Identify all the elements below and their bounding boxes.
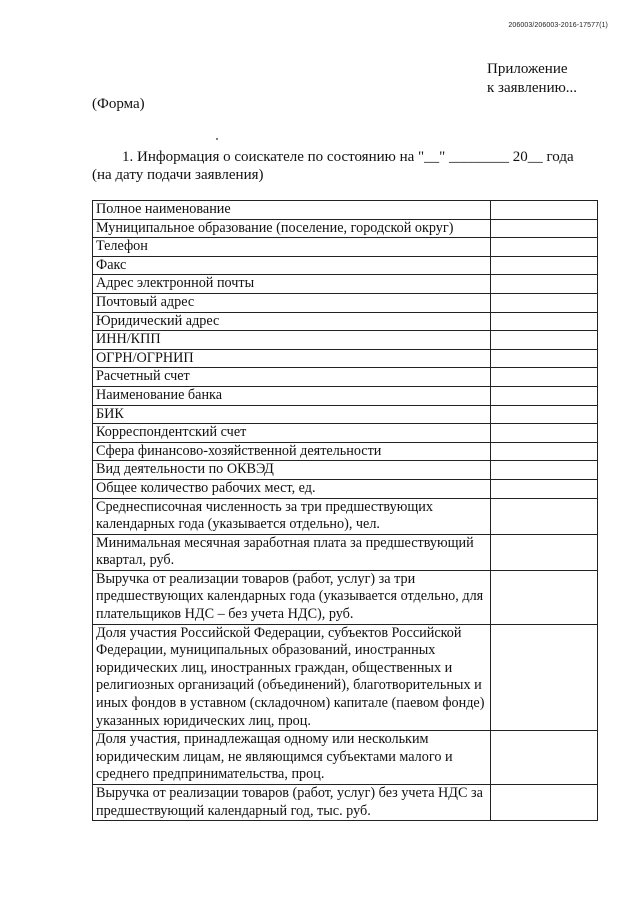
- row-label: Выручка от реализации товаров (работ, услуг) за три предшествующих календарных года (указывается отдельно, для плательщиков НДС – без учета НДС), руб.: [93, 570, 491, 624]
- row-value-field[interactable]: [490, 331, 597, 350]
- table-row: [93, 293, 598, 312]
- table-row: [93, 570, 598, 624]
- table-row: [93, 405, 598, 424]
- row-value-field[interactable]: [490, 731, 597, 785]
- row-label: БИК: [93, 405, 491, 424]
- row-label: Факс: [93, 256, 491, 275]
- row-value-field[interactable]: [490, 349, 597, 368]
- table-row: [93, 331, 598, 350]
- row-value-field[interactable]: [490, 570, 597, 624]
- row-value-field[interactable]: [490, 479, 597, 498]
- table-row: [93, 424, 598, 443]
- document-id: 206003/206003-2016-17577(1): [508, 22, 608, 29]
- row-value-field[interactable]: [490, 293, 597, 312]
- table-row: [93, 498, 598, 534]
- row-label: Сфера финансово-хозяйственной деятельности: [93, 442, 491, 461]
- row-value-field[interactable]: [490, 424, 597, 443]
- table-row: [93, 238, 598, 257]
- row-value-field[interactable]: [490, 785, 597, 821]
- row-label: Доля участия, принадлежащая одному или нескольким юридическим лицам, не являющимся субъектами малого и среднего предпринимательства, проц.: [93, 731, 491, 785]
- table-row: [93, 219, 598, 238]
- row-label: Телефон: [93, 238, 491, 257]
- table-row: [93, 256, 598, 275]
- table-row: [93, 275, 598, 294]
- scan-dot: [216, 138, 218, 140]
- table-body: [93, 201, 598, 821]
- table-row: [93, 461, 598, 480]
- section-heading: 1. Информация о соискателе по состоянию на "__" ________ 20__ года: [122, 149, 574, 165]
- row-value-field[interactable]: [490, 386, 597, 405]
- table-row: [93, 479, 598, 498]
- row-label: Полное наименование: [93, 201, 491, 220]
- table-row: [93, 312, 598, 331]
- table-row: [93, 349, 598, 368]
- row-label: Корреспондентский счет: [93, 424, 491, 443]
- row-value-field[interactable]: [490, 256, 597, 275]
- row-value-field[interactable]: [490, 442, 597, 461]
- section-intro: [92, 148, 592, 184]
- table-row: [93, 624, 598, 731]
- row-label: Юридический адрес: [93, 312, 491, 331]
- applicant-info-table: [92, 200, 598, 821]
- row-label: Доля участия Российской Федерации, субъектов Российской Федерации, муниципальных образований, иностранных юридических лиц, иностранных граждан, общественных и религиозных организаций (объединений), благотворительных и иных фондов в уставном (складочном) капитале (паевом фонде) указанных юридических лиц, проц.: [93, 624, 491, 731]
- row-value-field[interactable]: [490, 219, 597, 238]
- appendix-line-1: Приложение: [487, 61, 568, 77]
- row-label: Расчетный счет: [93, 368, 491, 387]
- row-value-field[interactable]: [490, 534, 597, 570]
- row-label: Почтовый адрес: [93, 293, 491, 312]
- row-value-field[interactable]: [490, 312, 597, 331]
- row-label: Общее количество рабочих мест, ед.: [93, 479, 491, 498]
- row-label: Наименование банка: [93, 386, 491, 405]
- row-value-field[interactable]: [490, 275, 597, 294]
- section-subheading: (на дату подачи заявления): [92, 167, 264, 183]
- appendix-line-2: к заявлению...: [487, 80, 578, 96]
- row-label: ОГРН/ОГРНИП: [93, 349, 491, 368]
- row-label: Минимальная месячная заработная плата за предшествующий квартал, руб.: [93, 534, 491, 570]
- appendix-header: [487, 60, 577, 98]
- row-label: Выручка от реализации товаров (работ, услуг) без учета НДС за предшествующий календарный год, тыс. руб.: [93, 785, 491, 821]
- row-label: Вид деятельности по ОКВЭД: [93, 461, 491, 480]
- table-row: [93, 731, 598, 785]
- table-row: [93, 386, 598, 405]
- row-value-field[interactable]: [490, 238, 597, 257]
- row-label: ИНН/КПП: [93, 331, 491, 350]
- form-label: (Форма): [92, 96, 145, 112]
- row-value-field[interactable]: [490, 461, 597, 480]
- table-row: [93, 201, 598, 220]
- row-value-field[interactable]: [490, 624, 597, 731]
- row-label: Муниципальное образование (поселение, городской округ): [93, 219, 491, 238]
- table-row: [93, 442, 598, 461]
- row-value-field[interactable]: [490, 405, 597, 424]
- row-label: Адрес электронной почты: [93, 275, 491, 294]
- row-value-field[interactable]: [490, 201, 597, 220]
- table-row: [93, 785, 598, 821]
- table-row: [93, 368, 598, 387]
- row-value-field[interactable]: [490, 368, 597, 387]
- row-label: Среднесписочная численность за три предшествующих календарных года (указывается отдельно), чел.: [93, 498, 491, 534]
- row-value-field[interactable]: [490, 498, 597, 534]
- table-row: [93, 534, 598, 570]
